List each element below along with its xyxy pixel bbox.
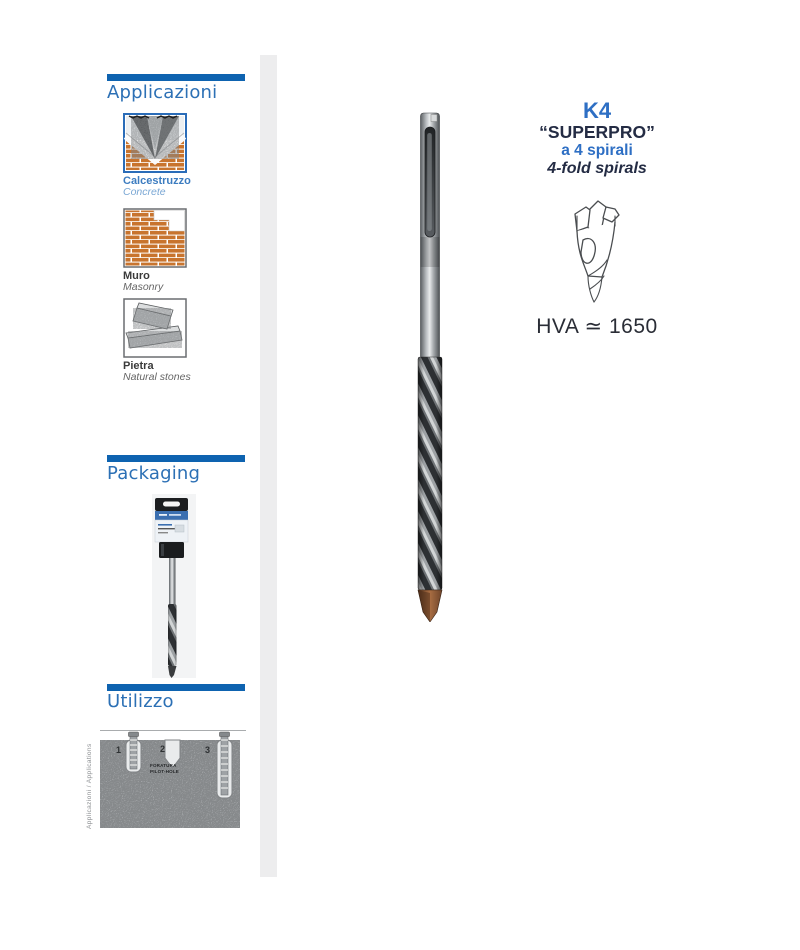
column-divider xyxy=(260,55,277,877)
product-variant-en: 4-fold spirals xyxy=(547,160,647,177)
packaging-section-title: Packaging xyxy=(107,463,201,484)
application-item-masonry xyxy=(123,208,233,293)
product-name: “SUPERPRO” xyxy=(539,122,655,142)
stone-icon xyxy=(123,298,187,358)
usage-center-caption: FORATURA PILOT-HOLE xyxy=(150,763,179,774)
concrete-icon xyxy=(123,113,187,173)
application-sublabel: Masonry xyxy=(123,281,164,293)
product-model: K4 xyxy=(582,98,612,123)
product-variant-it: a 4 spirali xyxy=(561,142,633,159)
masonry-icon xyxy=(123,208,187,268)
usage-hole-number-3: 3 xyxy=(205,745,211,755)
drill-bit-photo xyxy=(417,112,443,622)
applications-section-bar xyxy=(107,74,245,81)
usage-side-caption: Applicazioni / Applications xyxy=(86,743,93,829)
usage-hole-number-2: 2 xyxy=(160,744,166,754)
drill-head-illustration xyxy=(553,196,641,314)
packaging-section-bar xyxy=(107,455,245,462)
product-text-block xyxy=(512,99,682,178)
application-label: Pietra xyxy=(123,360,154,372)
application-sublabel: Concrete xyxy=(123,186,166,198)
usage-section-bar xyxy=(107,684,245,691)
applications-section-title: Applicazioni xyxy=(107,82,218,103)
application-label: Muro xyxy=(123,270,150,282)
hardness-label: HVA ≃ 1650 xyxy=(536,315,658,338)
application-label: Calcestruzzo xyxy=(123,175,191,187)
usage-hole-number-1: 1 xyxy=(116,745,122,755)
application-item-stone xyxy=(123,298,233,383)
packaged-drill-photo xyxy=(150,492,198,682)
application-sublabel: Natural stones xyxy=(123,371,191,383)
application-item-concrete xyxy=(123,113,233,198)
usage-section-title: Utilizzo xyxy=(107,691,174,712)
usage-diagram xyxy=(97,728,247,832)
